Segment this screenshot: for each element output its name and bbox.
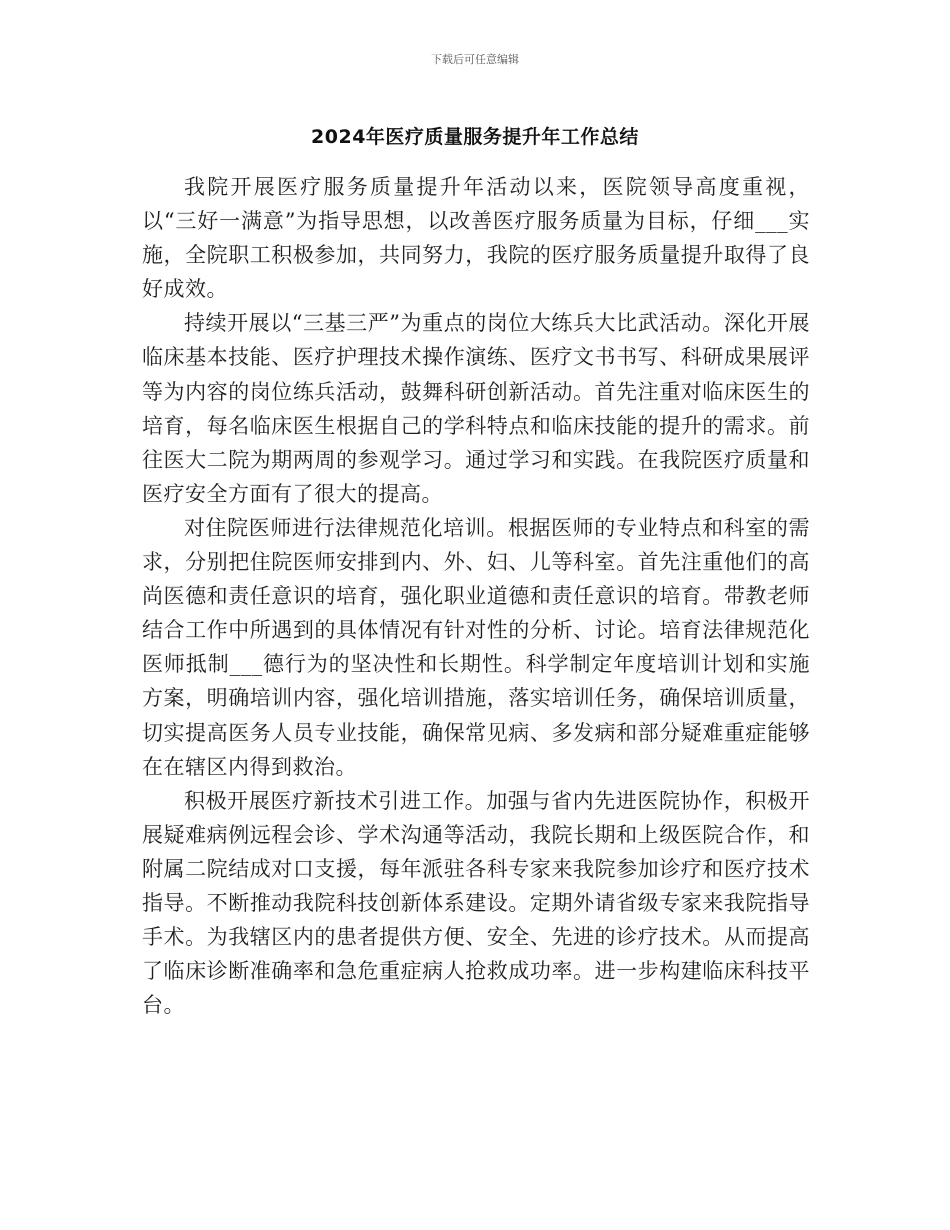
paragraph-skills-training: 持续开展以“三基三严”为重点的岗位大练兵大比武活动。深化开展临床基本技能、医疗护理技术操作演练、医疗文书书写、科研成果展评等为内容的岗位练兵活动，鼓舞科研创新活动。首先注重对临床医生的培育，每名临床医生根据自己的学科特点和临床技能的提升的需求。前往医大二院为期两周的参观学习。通过学习和实践。在我院医疗质量和医疗安全方面有了很大的提高。 — [142, 311, 810, 506]
paragraph-intro: 我院开展医疗服务质量提升年活动以来，医院领导高度重视，以“三好一满意”为指导思想，以改善医疗服务质量为目标，仔细___实施，全院职工积极参加，共同努力，我院的医疗服务质量提升取得了良好成效。 — [142, 175, 810, 302]
download-note: 下载后可任意编辑 — [431, 53, 519, 66]
document-body — [142, 170, 810, 1022]
paragraph-new-technology: 积极开展医疗新技术引进工作。加强与省内先进医院协作，积极开展疑难病例远程会诊、学术沟通等活动，我院长期和上级医院合作，和附属二院结成对口支援，每年派驻各科专家来我院参加诊疗和医疗技术指导。不断推动我院科技创新体系建设。定期外请省级专家来我院指导手术。为我辖区内的患者提供方便、安全、先进的诊疗技术。从而提高了临床诊断准确率和急危重症病人抢救成功率。进一步构建临床科技平台。 — [142, 788, 810, 1018]
paragraph-resident-training: 对住院医师进行法律规范化培训。根据医师的专业特点和科室的需求，分别把住院医师安排到内、外、妇、儿等科室。首先注重他们的高尚医德和责任意识的培育，强化职业道德和责任意识的培育。带教老师结合工作中所遇到的具体情况有针对性的分析、讨论。培育法律规范化医师抵制___德行为的坚决性和长期性。科学制定年度培训计划和实施方案，明确培训内容，强化培训措施，落实培训任务，确保培训质量，切实提高医务人员专业技能，确保常见病、多发病和部分疑难重症能够在在辖区内得到救治。 — [142, 515, 810, 779]
document-title: 2024年医疗质量服务提升年工作总结 — [311, 126, 639, 148]
